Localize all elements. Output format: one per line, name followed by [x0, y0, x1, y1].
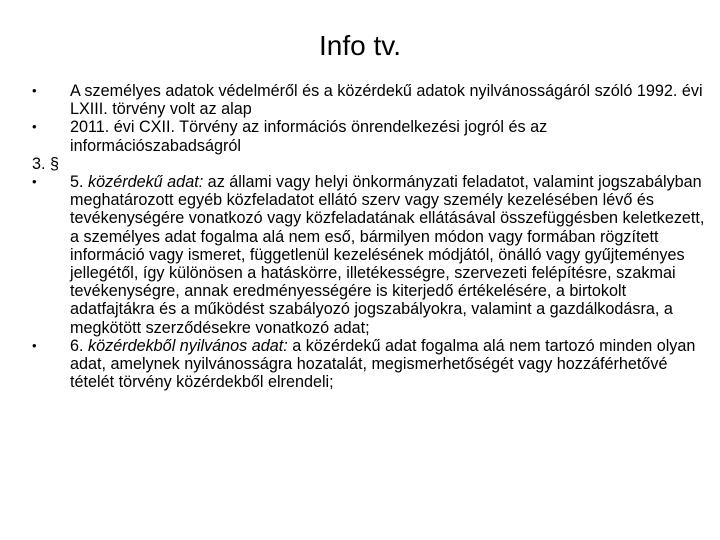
- slide-body: [32, 82, 712, 391]
- bullet-text: [70, 173, 712, 337]
- text-segment: a közérdekű adat fogalma alá nem tartozó minden olyan adat, amelynek nyilvánosságra hozatalát, megismerhetőségét vagy hozzáférhetővé tételét törvény közérdekből elrendeli;: [70, 336, 696, 392]
- section-number: 3. §: [32, 154, 60, 173]
- text-segment: 6.: [70, 336, 88, 355]
- bullet-text: [70, 82, 712, 118]
- section-heading: [32, 155, 712, 173]
- bullet-item: [32, 118, 712, 154]
- bullet-item: [32, 173, 712, 337]
- text-segment: 2011. évi CXII. Törvény az információs önrendelkezési jogról és az információszabadságról: [70, 118, 548, 155]
- defined-term: közérdekből nyilvános adat:: [88, 336, 288, 355]
- defined-term: közérdekű adat:: [88, 173, 204, 192]
- text-segment: az állami vagy helyi önkormányzati feladatot, valamint jogszabályban meghatározott egyéb közfeladatot ellátó szerv vagy személy kezelésében lévő és tevékenységére vonatkozó vagy közfeladatának ellátásával összefüggésben keletkezett, a személyes adat fogalma alá nem eső, bármilyen módon vagy formában rögzített információ vagy ismeret, függetlenül kezelésének módjától, önálló vagy gyűjteményes jellegétől, így különösen a hatáskörre, illetékességre, szervezeti felépítésre, szakmai tevékenységre, annak eredményességére is kiterjedő értékelésére, a birtokolt adatfajtákra és a működést szabályozó jogszabályokra, valamint a gazdálkodásra, a megkötött szerződésekre vonatkozó adat;: [70, 173, 705, 337]
- slide-title: Info tv.: [319, 30, 401, 61]
- bullet-marker: •: [32, 83, 37, 98]
- bullet-text: [70, 118, 712, 154]
- text-segment: A személyes adatok védelméről és a közérdekű adatok nyilvánosságáról szóló 1992. évi LXIII. törvény volt az alap: [70, 82, 703, 119]
- bullet-marker: •: [32, 174, 37, 190]
- bullet-marker: •: [32, 119, 37, 135]
- bullet-item: [32, 82, 712, 118]
- text-segment: 5.: [70, 173, 88, 192]
- bullet-marker: •: [32, 337, 37, 353]
- bullet-text: [70, 337, 712, 392]
- bullet-item: [32, 337, 712, 392]
